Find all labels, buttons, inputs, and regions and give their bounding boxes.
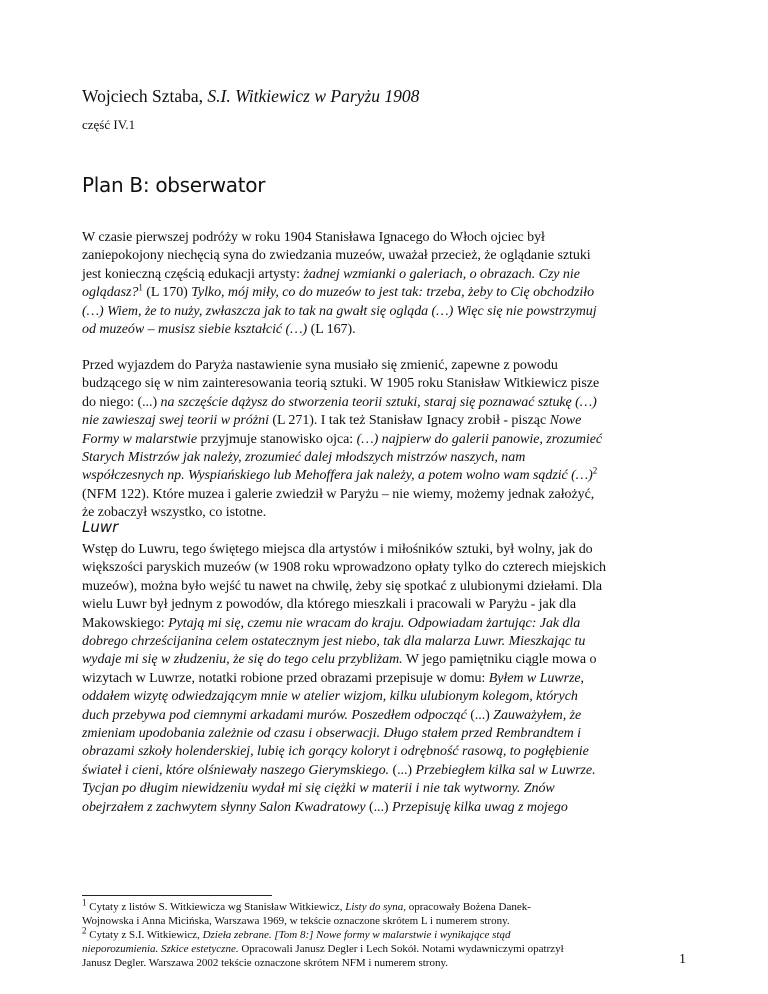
text-line: wielu Luwr był jednym z powodów, dla którego mieszkali i pracowali w Paryżu - jak dla [82,597,577,613]
footnote-2-continued: nieporozumienia. Szkice estetyczne. Opracowali Janusz Degler i Lech Sokół. Notami wydawniczymi opatrzył [82,943,564,955]
text-line: wizytach w Luwrze, notatki robione przed obrazami przepisuje w domu: Byłem w Luwrze, [82,670,584,686]
footnote-2-continued: Janusz Degler. Warszawa 2002 tekście oznaczone skrótem NFM i numerem strony. [82,957,448,969]
footnote-2: $^2$ Cytaty z S.I. Witkiewicz, Dzieła zebrane. [Tom 8:] Nowe formy w malarstwie i wynikające stąd [82,925,511,941]
text-line: dobrego chrześcijanina celem ostatecznym jest niebo, tak dla malarza Luwr. Mieszkając tu [82,634,586,650]
paragraph-1 [82,229,692,339]
text-line: świateł i cieni, które olśniewały naszego Gierymskiego. (...) Przebiegłem kilka sal w Luwrze. [82,762,596,778]
text-line: współczesnych np. Wyspiańskiego lub Mehoffera jak należy, a potem wolno wam sądzić (…)$^2$ [82,465,598,484]
text-line: Wstęp do Luwru, tego świętego miejsca dla artystów i miłośników sztuki, był wolny, jak do [82,542,593,557]
paragraph-2 [82,357,692,523]
text-line: nie zawieszaj swej teorii w próżni (L 271). I tak też Stanisław Ignacy zrobił - pisząc Nowe [82,413,582,429]
text-line: Formy w malarstwie przyjmuje stanowisko ojca: (…) najpierw do galerii panowie, zrozumieć [82,431,603,447]
text-line: obrazami szkoły holenderskiej, lubię ich gorący koloryt i odrębność rasową, to pogłębienie [82,744,589,760]
paragraph-3 [82,541,692,817]
text-line: Tycjan po długim niewidzeniu wydał mi się ciężki w materii i nie tak wytworny. Znów [82,781,555,797]
text-line: oglądasz?$^1$ (L 170) Tylko, mój miły, co do muzeów to jest tak: trzeba, żeby to Cię obchodziło [82,282,595,301]
text-line: do niego: (...) na szczęście dążysz do stworzenia teorii sztuki, staraj się poznawać sztukę (…) [82,394,597,410]
page-number: 1 [679,952,686,967]
text-line: wydaje mi się w złudzeniu, że się do tego celu przybliżam. W jego pamiętniku ciągle mowa o [82,652,597,668]
footnote-ref-1[interactable]: 1 [138,282,143,293]
footnote-ref-2[interactable]: 2 [592,465,598,476]
text-line: W czasie pierwszej podróży w roku 1904 Stanisława Ignacego do Włoch ojciec był [82,230,545,245]
subsection-heading: Luwr [82,518,119,536]
section-heading: Plan B: obserwator [82,173,266,197]
footnote-1-continued: Wojnowska i Anna Micińska, Warszawa 1969, w tekście oznaczone skrótem L i numerem strony. [82,915,510,927]
footnote-divider [82,895,272,896]
footnotes [82,897,692,970]
text-line: muzeów), można było wejść tu nawet na chwilę, żeby się spotkać z ulubionymi dziełami. Dla [82,578,603,594]
text-line: oddałem wizytę odwiedzającym mnie w atelier wizjom, kilku ulubionym kolegom, których [82,689,578,705]
text-line: Starych Mistrzów jak należy, zrozumieć dalej młodszych mistrzów naszych, nam [82,450,526,466]
footnote-1: $^1$ Cytaty z listów S. Witkiewicza wg Stanisław Witkiewicz, Listy do syna, opracowały Bożena Danek- [82,897,531,913]
text-line: zaniepokojony niechęcią syna do zwiedzania muzeów, uważał przecież, że oglądanie sztuki [82,248,591,264]
author-name: Wojciech Sztaba, [82,86,208,106]
text-line: od muzeów – musisz siebie kształcić (…) (L 167). [82,322,356,338]
text-line: zmieniam upodobania zależnie od czasu i obserwacji. Długo stałem przed Rembrandtem i [82,726,581,742]
text-line: obejrzałem z zachwytem słynny Salon Kwadratowy (...) Przepisuję kilka uwag z mojego [82,799,568,815]
text-line: jest konieczną częścią edukacji artysty: żadnej wzmianki o galeriach, o obrazach. Czy nie [82,266,580,282]
text-line: Makowskiego: Pytają mi się, czemu nie wracam do kraju. Odpowiadam żartując: Jak dla [82,615,581,631]
text-line: (…) Wiem, że to nuży, zwłaszcza jak to tak na gwałt się ogląda (…) Więc się nie powstrzymuj [82,303,597,319]
document-part: część IV.1 [82,117,136,132]
text-line: że zobaczył wszystko, co istotne. [82,505,267,521]
document-title [82,85,419,107]
text-line: budzącego się w nim zainteresowania teorią sztuki. W 1905 roku Stanisław Witkiewicz pisze [82,376,600,392]
text-line: większości paryskich muzeów (w 1908 roku wprowadzono opłaty tylko do czterech miejskich [82,560,607,576]
book-title: S.I. Witkiewicz w Paryżu 1908 [207,86,420,106]
text-line: duch przebywa pod ciemnymi arkadami murów. Poszedłem odpocząć (...) Zauważyłem, że [82,707,582,723]
text-line: Przed wyjazdem do Paryża nastawienie syna musiało się zmienić, zapewne z powodu [82,358,558,373]
text-line: (NFM 122). Które muzea i galerie zwiedził w Paryżu – nie wiemy, możemy jednak założyć, [82,486,595,502]
